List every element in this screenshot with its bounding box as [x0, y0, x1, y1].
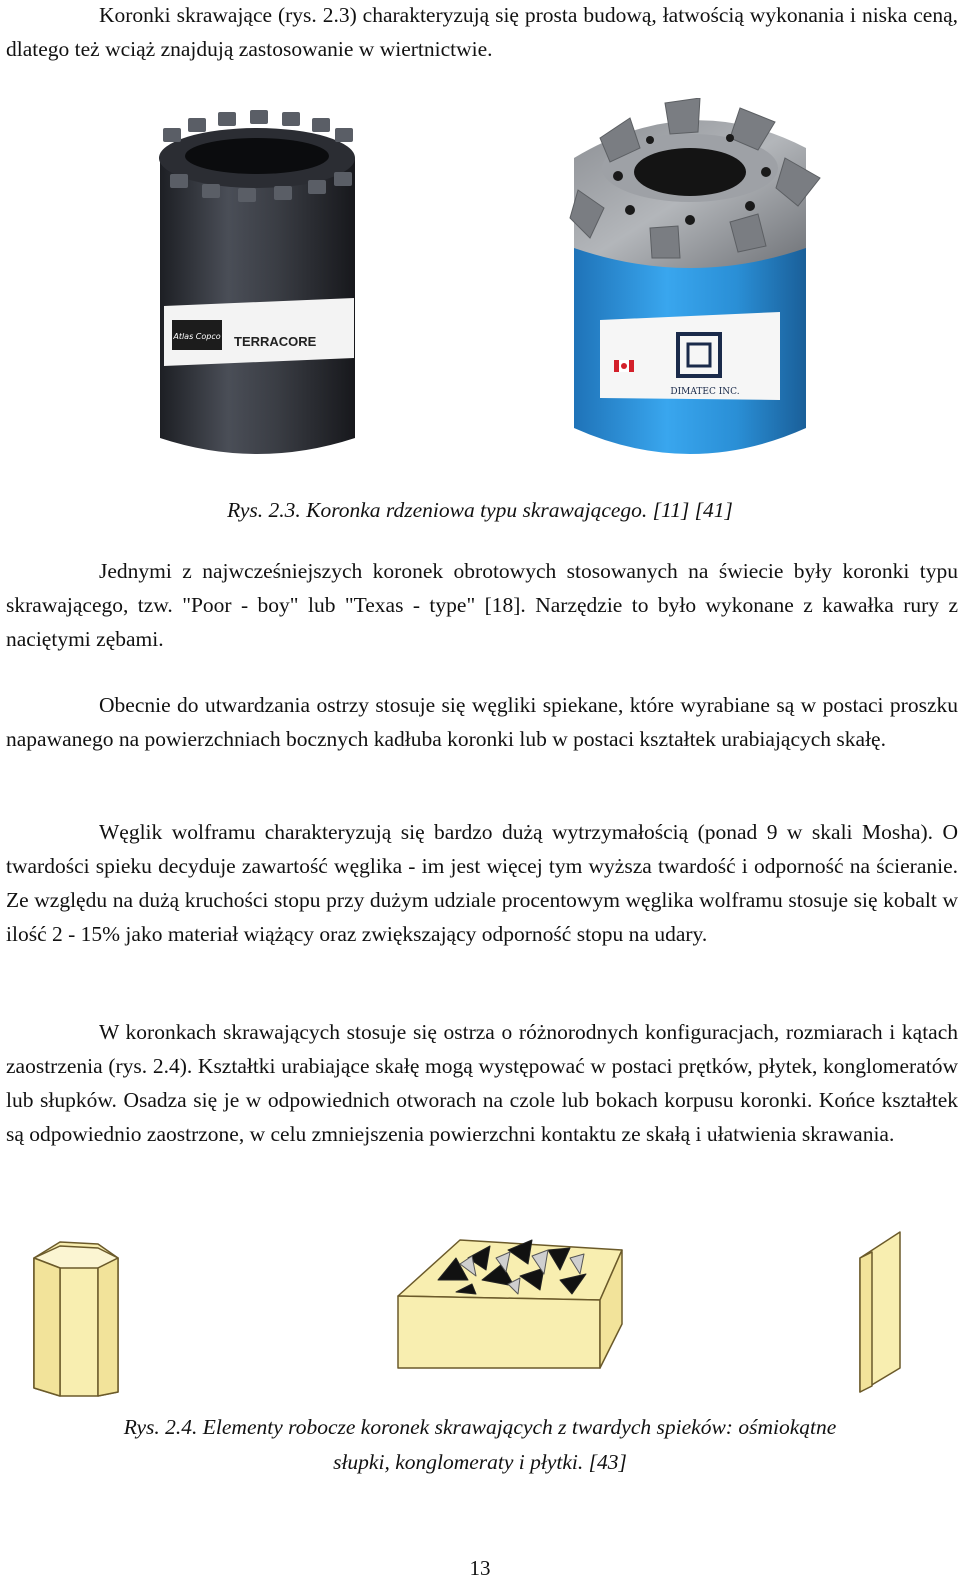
plate-icon	[860, 1232, 900, 1392]
paragraph-intro: Koronki skrawające (rys. 2.3) charakteryzują się prosta budową, łatwością wykonania i niska ceną, dlatego też wciąż znajdują zastosowanie w wiertnictwie.	[6, 3, 958, 61]
conglomerate-block-icon	[398, 1240, 622, 1368]
octagonal-post-icon	[34, 1242, 118, 1396]
page-number: 13	[469, 1556, 491, 1580]
atlas-copco-logo	[172, 320, 222, 350]
figure-2-4-caption-line2: słupki, konglomeraty i płytki. [43]	[333, 1450, 627, 1474]
figure-core-bits	[130, 98, 830, 478]
svg-text:DIMATEC INC.: DIMATEC INC.	[670, 387, 740, 397]
figure-2-4-caption-line1: Rys. 2.4. Elementy robocze koronek skrawających z twardych spieków: ośmiokątne	[123, 1415, 837, 1439]
paragraph-history: Jednymi z najwcześniejszych koronek obrotowych stosowanych na świecie były koronki typu skrawającego, tzw. "Poor - boy" lub "Texas - type" [18]. Narzędzie to było wykonane z kawałka rury z naciętymi zębami.	[6, 559, 958, 651]
terracore-label: TERRACORE	[234, 334, 317, 349]
paragraph-carbides: Obecnie do utwardzania ostrzy stosuje się węgliki spiekane, które wyrabiane są w postaci proszku napawanego na powierzchniach bocznych kadłuba koronki lub w postaci kształtek urabiających skałę.	[6, 693, 958, 751]
figure-cutting-elements	[20, 1228, 940, 1398]
paragraph-configurations: W koronkach skrawających stosuje się ostrza o różnorodnych konfiguracjach, rozmiarach i kątach zaostrzenia (rys. 2.4). Kształtki urabiające skałę mogą występować w postaci prętków, płytek, konglomeratów lub słupków. Osadza się je w odpowiednich otworach na czole lub bokach korpusu koronki. Końce kształtek są odpowiednio zaostrzone, w celu zmniejszenia powierzchni kontaktu ze skałą i ułatwienia skrawania.	[6, 1020, 958, 1146]
right-core-bit	[570, 98, 820, 454]
svg-text:Atlas Copco: Atlas Copco	[173, 332, 221, 341]
paragraph-tungsten: Węglik wolframu charakteryzują się bardzo dużą wytrzymałością (ponad 9 w skali Mosha). O twardości spieku decyduje zawartość węglika - im jest więcej tym wyższa twardość i odporność na ścieranie. Ze względu na dużą kruchości stopu przy dużym udziale procentowym węglika wolframu stosuje się kobalt w ilość 2 - 15% jako materiał wiążący oraz zwiększający odporność stopu na udary.	[6, 820, 958, 946]
left-core-bit	[159, 110, 355, 454]
figure-2-3-caption: Rys. 2.3. Koronka rdzeniowa typu skrawającego. [11] [41]	[227, 498, 733, 522]
